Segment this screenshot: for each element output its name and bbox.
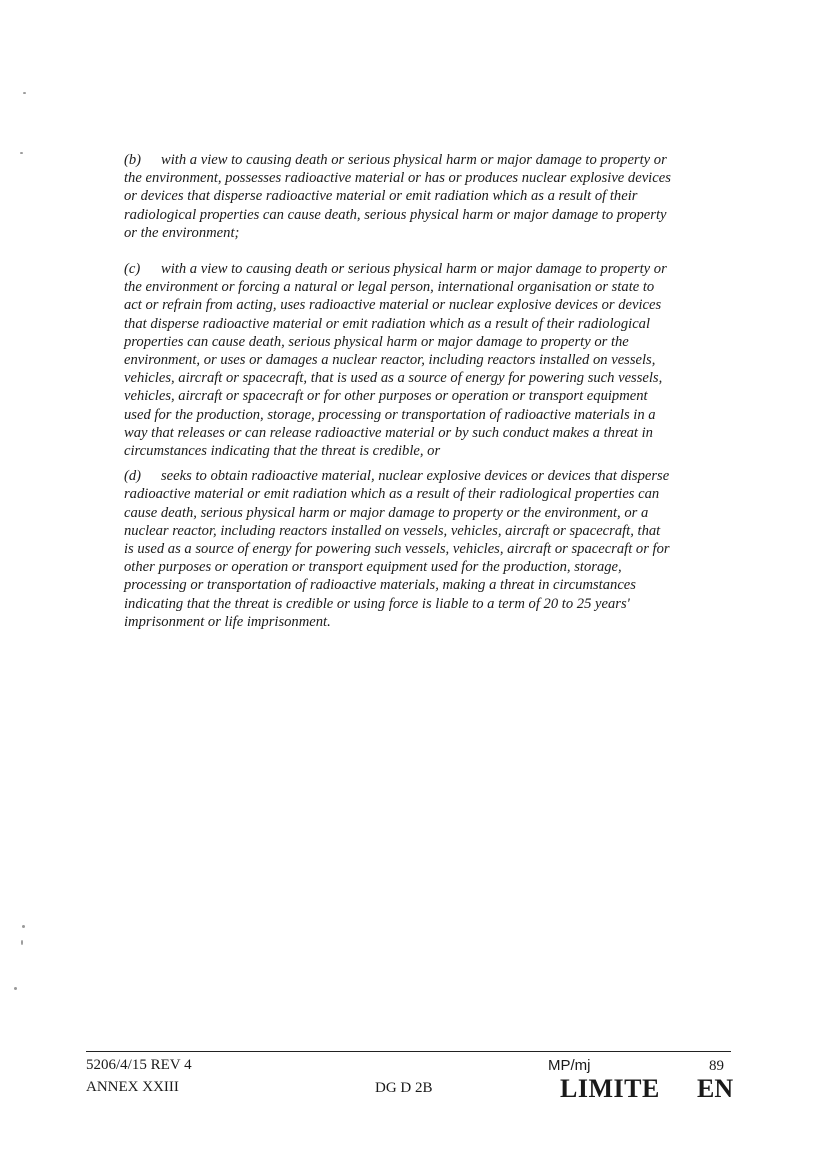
scan-speck [21,940,23,945]
paragraph-line: used for the production, storage, processing or transportation of radioactive materials in a [124,406,656,423]
paragraph-line: properties can cause death, serious physical harm or major damage to property or the [124,333,629,350]
paragraph-line: environment, or uses or damages a nuclear reactor, including reactors installed on vessels, [124,352,656,369]
paragraph-c [124,260,730,460]
paragraph-line: cause death, serious physical harm or major damage to property or the environment, or a [124,504,649,521]
paragraph-line: with a view to causing death or serious physical harm or major damage to property or [161,152,667,168]
paragraph-line: that disperse radioactive material or emit radiation which as a result of their radiological [124,315,651,332]
paragraph-line: way that releases or can release radioactive material or by such conduct makes a threat in [124,424,653,441]
paragraph-line: imprisonment or life imprisonment. [124,613,331,630]
paragraph-marker: (d) [124,468,142,485]
paragraph-line: or the environment; [124,224,240,241]
paragraph-line: act or refrain from acting, uses radioactive material or nuclear explosive devices or devices [124,297,662,314]
paragraph-b [124,151,730,242]
paragraph-line: circumstances indicating that the threat is credible, or [124,443,441,460]
paragraph-marker: (c) [124,261,141,278]
paragraph-line: nuclear reactor, including reactors installed on vessels, vehicles, aircraft or spacecraft, that [124,522,661,539]
paragraph-line: or devices that disperse radioactive material or emit radiation which as a result of their [124,188,638,205]
document-reference: 5206/4/15 REV 4 [86,1057,192,1073]
author-initials: MP/mj [548,1057,591,1074]
paragraph-line: with a view to causing death or serious physical harm or major damage to property or [161,261,667,278]
paragraph-d [124,467,730,631]
language-code: EN [697,1074,734,1103]
paragraph-line: is used as a source of energy for powering such vessels, vehicles, aircraft or spacecraft or for [124,541,670,558]
scan-speck [23,92,26,94]
paragraph-line: processing or transportation of radioactive materials, making a threat in circumstances [124,577,636,594]
scan-speck [22,925,25,928]
footer-divider [86,1051,731,1052]
paragraph-line: seeks to obtain radioactive material, nuclear explosive devices or devices that disperse [161,468,670,485]
paragraph-line: the environment or forcing a natural or legal person, international organisation or state to [124,279,655,296]
paragraph-line: vehicles, aircraft or spacecraft, that is used as a source of energy for powering such vessels, [124,370,663,387]
paragraph-marker: (b) [124,152,142,168]
paragraph-line: radiological properties can cause death, serious physical harm or major damage to property [124,206,667,223]
directorate-code: DG D 2B [375,1080,433,1096]
scan-speck [14,987,17,990]
paragraph-line: other purposes or operation or transport equipment used for the production, storage, [124,559,622,576]
classification-label: LIMITE [560,1074,660,1103]
scan-speck [20,152,23,154]
body-text [124,151,730,631]
paragraph-line: indicating that the threat is credible or using force is liable to a term of 20 to 25 years' [124,595,630,612]
annex-label: ANNEX XXIII [86,1079,179,1095]
page-number: 89 [709,1058,724,1074]
paragraph-line: radioactive material or emit radiation which as a result of their radiological properties can [124,486,660,503]
paragraph-line: the environment, possesses radioactive material or has or produces nuclear explosive devices [124,170,671,187]
paragraph-line: vehicles, aircraft or spacecraft or for other purposes or operation or transport equipment [124,388,648,405]
